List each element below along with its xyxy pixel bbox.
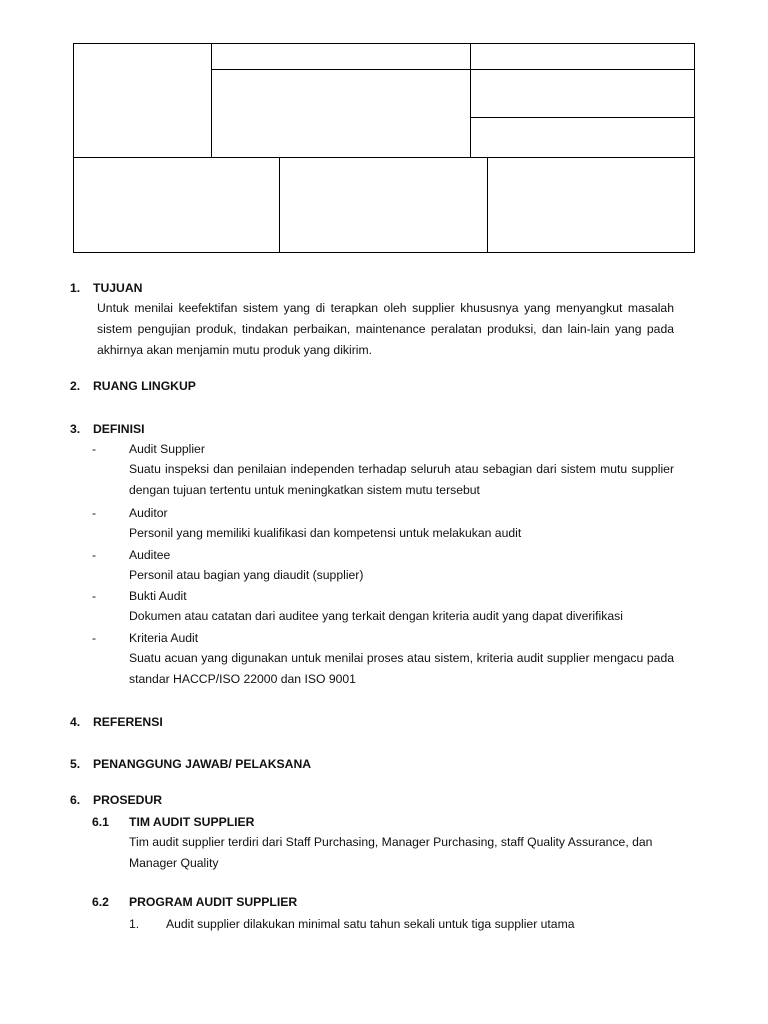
definition-term: Kriteria Audit [129, 631, 199, 645]
definition-term: Auditor [129, 506, 168, 520]
section-number: 2. [70, 379, 81, 393]
document-header-table [73, 43, 695, 253]
definition-text: Suatu acuan yang digunakan untuk menilai proses atau sistem, kriteria audit supplier mengacu pada standar HACCP/ISO 22000 dan ISO 9001 [129, 651, 674, 686]
subsection-title: TIM AUDIT SUPPLIER [129, 815, 255, 829]
section-title: DEFINISI [93, 422, 145, 436]
list-item-number: 1. [129, 917, 140, 931]
section-title: PROSEDUR [93, 793, 163, 807]
list-bullet: - [92, 506, 97, 520]
list-bullet: - [92, 631, 97, 645]
subsection-text: Tim audit supplier terdiri dari Staff Purchasing, Manager Purchasing, staff Quality Assurance, dan Manager Quality [129, 835, 653, 870]
subsection-number: 6.1 [92, 815, 109, 829]
section-number: 5. [70, 757, 81, 771]
section-title: TUJUAN [93, 281, 143, 295]
list-bullet: - [92, 548, 97, 562]
list-bullet: - [92, 442, 97, 456]
section-number: 1. [70, 281, 81, 295]
section-number: 3. [70, 422, 81, 436]
definition-term: Bukti Audit [129, 589, 187, 603]
definition-text: Personil atau bagian yang diaudit (supplier) [129, 568, 364, 582]
tujuan-text: Untuk menilai keefektifan sistem yang di terapkan oleh supplier khususnya yang menyangkut masalah sistem pengujian produk, tindakan perbaikan, maintenance peralatan produksi, dan lain-lain yang pada akhirnya akan menjamin mutu produk yang dikirim. [97, 301, 674, 357]
definition-term: Auditee [129, 548, 171, 562]
definition-text: Personil yang memiliki kualifikasi dan kompetensi untuk melakukan audit [129, 526, 522, 540]
section-number: 4. [70, 715, 81, 729]
definition-text: Dokumen atau catatan dari auditee yang terkait dengan kriteria audit yang dapat diverifikasi [129, 609, 623, 623]
section-number: 6. [70, 793, 81, 807]
definition-term: Audit Supplier [129, 442, 205, 456]
subsection-number: 6.2 [92, 895, 109, 909]
section-title: REFERENSI [93, 715, 163, 729]
list-item-text: Audit supplier dilakukan minimal satu tahun sekali untuk tiga supplier utama [166, 917, 575, 931]
list-bullet: - [92, 589, 97, 603]
section-title: PENANGGUNG JAWAB/ PELAKSANA [93, 757, 312, 771]
subsection-title: PROGRAM AUDIT SUPPLIER [129, 895, 298, 909]
definition-text: Suatu inspeksi dan penilaian independen terhadap seluruh atau sebagian dari sistem mutu supplier dengan tujuan tertentu untuk meningkatkan sistem mutu tersebut [129, 462, 674, 497]
section-title: RUANG LINGKUP [93, 379, 196, 393]
